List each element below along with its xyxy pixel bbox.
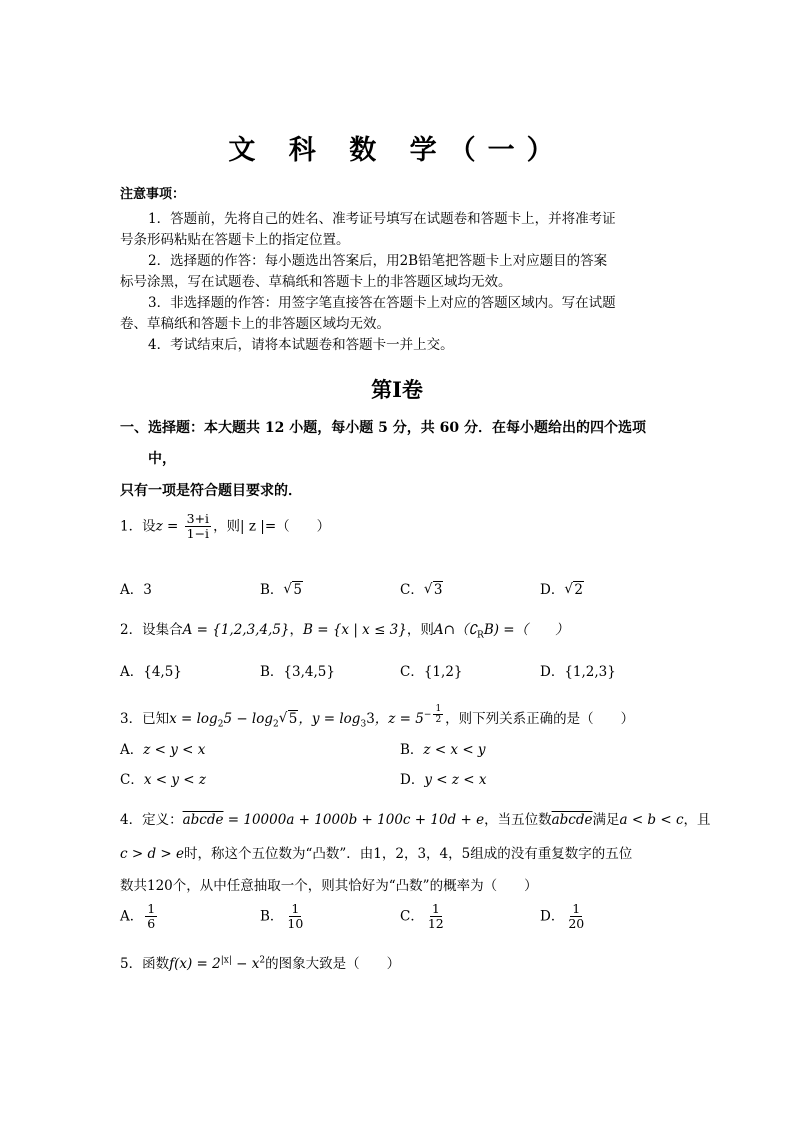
option-label: A．	[120, 582, 144, 598]
q4-number: abcde	[551, 812, 593, 828]
q4-text: 时，称这个五位数为“凸数”．由1，2，3，4，5组成的没有重复数字的五位	[183, 846, 633, 862]
q2-option-c	[400, 660, 463, 680]
q3-subscript: 3	[360, 719, 367, 730]
q3-radicand: 5	[288, 710, 298, 727]
q1-eq: =	[162, 518, 183, 535]
option-value: {4,5}	[143, 664, 182, 680]
q1-option-c	[400, 578, 443, 598]
option-label: A．	[120, 664, 144, 680]
q3-exp-den: 2	[435, 715, 442, 726]
sqrt-symbol	[283, 582, 303, 598]
option-fraction	[426, 902, 446, 932]
q3-exp-num: 1	[435, 704, 442, 714]
section-heading: 一、选择题：本大题共 12 小题，每小题 5 分，共 60 分．在每小题给出的四个选项	[120, 420, 646, 436]
volume-heading: 第Ⅰ卷	[371, 377, 423, 402]
page-title: 文 科 数 学（一）	[228, 135, 566, 166]
q4-option-b	[260, 902, 307, 932]
fraction-num: 1	[291, 901, 300, 916]
q1-option-b	[260, 578, 303, 598]
option-value: z < x < y	[423, 742, 486, 758]
q3-expr: 5 − log	[223, 710, 274, 727]
notice-line: 3．非选择题的作答：用签字笔直接答在答题卡上对应的答题区域内。写在试题	[148, 295, 616, 311]
question-4-line3: 数共120个，从中任意抽取一个，则其恰好为“凸数”的概率为（ ）	[120, 878, 538, 894]
option-label: A．	[120, 908, 144, 925]
option-value: 5	[293, 582, 303, 598]
q3-exponent	[423, 704, 445, 726]
sqrt-symbol	[564, 582, 584, 598]
q3-expr: x = log	[169, 710, 218, 727]
q1-numerator: 3+i	[186, 511, 210, 526]
q5-exponent: |x|	[220, 955, 232, 966]
q1-z: z	[155, 518, 163, 535]
q4-definition: = 10000a + 1000b + 100c + 10d + e	[223, 812, 485, 828]
option-label: C．	[120, 772, 144, 788]
fraction-den: 10	[287, 916, 304, 932]
q2-set-a: A = {1,2,3,4,5}	[182, 622, 290, 638]
section-instruction: 只有一项是符合题目要求的．	[120, 483, 302, 499]
q3-option-d	[400, 768, 486, 788]
q2-option-d	[540, 660, 616, 680]
q2-option-b	[260, 660, 335, 680]
question-3	[120, 704, 634, 730]
q5-text: 的图象大致是（ ）	[265, 956, 401, 972]
option-value: y < z < x	[424, 772, 487, 788]
q4-text: 4．定义：	[120, 812, 183, 828]
option-value: {1,2,3}	[564, 664, 616, 680]
q1-option-d	[540, 578, 584, 598]
option-label: C．	[400, 582, 424, 598]
q4-option-d	[540, 902, 588, 932]
option-value: 2	[574, 582, 583, 598]
q5-exponent: 2	[259, 955, 266, 966]
q4-text: ，且	[683, 812, 711, 828]
fraction-num: 1	[431, 901, 440, 916]
fraction-den: 20	[568, 916, 585, 932]
fraction-num: 1	[147, 901, 156, 916]
q1-denominator: 1−i	[186, 526, 210, 542]
q3-text: 3．已知	[120, 710, 170, 727]
q4-option-c	[400, 902, 448, 932]
fraction-num: 1	[572, 901, 581, 916]
fraction-den: 6	[147, 916, 156, 932]
q3-expr: ，y = log	[298, 710, 361, 727]
q3-text: ，则下列关系正确的是（ ）	[445, 710, 635, 727]
q1-suffix: ，则| z |=（ ）	[213, 518, 331, 535]
option-label: D．	[540, 908, 565, 925]
question-2	[120, 618, 569, 641]
option-value: {1,2}	[423, 664, 463, 680]
q3-option-c	[120, 768, 206, 788]
option-label: B．	[260, 582, 284, 598]
q4-text: 满足	[592, 812, 620, 828]
question-1	[120, 512, 330, 542]
q2-expression: B) =（ ）	[483, 622, 569, 638]
option-label: D．	[400, 772, 425, 788]
option-value: 3	[143, 582, 152, 598]
option-fraction	[285, 902, 305, 932]
q2-expression: A∩（∁	[433, 622, 478, 638]
option-label: B．	[260, 664, 284, 680]
q2-option-a	[120, 660, 182, 680]
q4-number: abcde	[182, 812, 224, 828]
question-4	[120, 808, 711, 828]
q4-inequality: c > d > e	[120, 846, 184, 862]
option-label: D．	[540, 664, 565, 680]
notice-line: 2．选择题的作答：每小题选出答案后，用2B铅笔把答题卡上对应题目的答案	[148, 253, 608, 269]
notice-line: 4．考试结束后，请将本试题卷和答题卡一并上交。	[148, 337, 454, 353]
q3-expr: 3	[366, 710, 375, 727]
option-label: C．	[400, 664, 424, 680]
q2-text: ，则	[406, 622, 434, 638]
q2-subscript: R	[477, 630, 484, 641]
q2-set-b: B = {x | x ≤ 3}	[303, 622, 407, 638]
q5-function: − x	[231, 956, 260, 972]
option-label: B．	[400, 742, 424, 758]
option-label: C．	[400, 908, 424, 925]
notice-heading: 注意事项：	[120, 187, 186, 202]
q1-fraction	[185, 512, 211, 542]
q4-text: ，当五位数	[484, 812, 552, 828]
sqrt-symbol	[279, 711, 299, 727]
q3-exp-fraction	[433, 704, 443, 726]
fraction-den: 12	[427, 916, 444, 932]
option-label: A．	[120, 742, 144, 758]
option-value: z < y < x	[143, 742, 206, 758]
question-5	[120, 952, 400, 972]
q4-inequality: a < b < c	[619, 812, 684, 828]
option-value: x < y < z	[143, 772, 206, 788]
q3-subscript: 2	[273, 719, 279, 730]
option-label: B．	[260, 908, 284, 925]
q2-text: 2．设集合	[120, 622, 183, 638]
q3-subscript: 2	[217, 719, 224, 730]
section-heading-cont: 中，	[148, 451, 176, 467]
q1-prefix: 1．设	[120, 518, 156, 535]
option-value: {3,4,5}	[283, 664, 335, 680]
q5-text: 5．函数	[120, 956, 170, 972]
notice-line: 1．答题前，先将自己的姓名、准考证号填写在试题卷和答题卡上，并将准考证	[148, 211, 616, 227]
q3-exp-sign: −	[423, 710, 432, 721]
q5-function: f(x) = 2	[169, 956, 221, 972]
sqrt-symbol	[424, 582, 444, 598]
q3-expr: ，z = 5	[374, 710, 424, 727]
notice-line: 卷、草稿纸和答题卡上的非答题区域均无效。	[120, 316, 390, 332]
option-label: D．	[540, 582, 565, 598]
option-value: 3	[433, 582, 443, 598]
question-4-line2	[120, 842, 632, 862]
option-fraction	[145, 902, 157, 932]
notice-line: 标号涂黑，写在试题卷、草稿纸和答题卡上的非答题区域均无效。	[120, 274, 512, 290]
q4-option-a	[120, 902, 159, 932]
q3-option-b	[400, 738, 486, 758]
option-fraction	[566, 902, 586, 932]
notice-line: 号条形码粘贴在答题卡上的指定位置。	[120, 232, 350, 248]
q3-option-a	[120, 738, 205, 758]
q1-option-a	[120, 578, 152, 598]
q2-separator: ，	[289, 622, 304, 638]
